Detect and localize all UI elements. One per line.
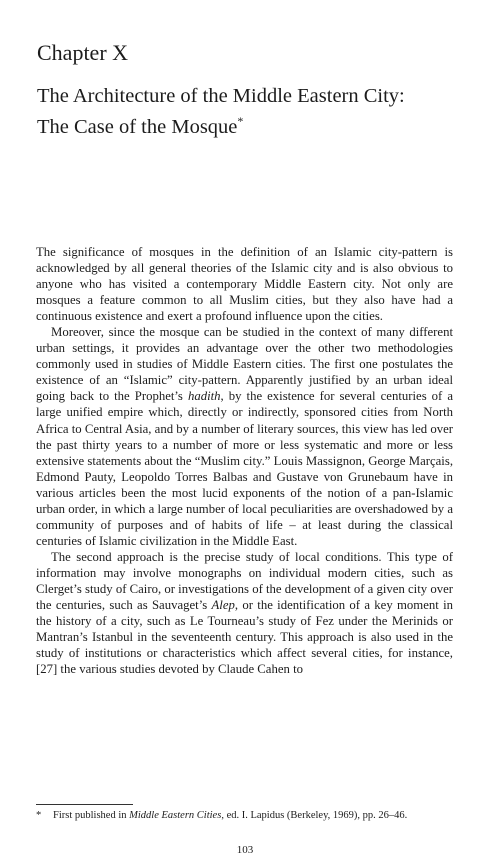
title-line-1: The Architecture of the Middle Eastern City: [37, 85, 405, 107]
paragraph [36, 244, 453, 324]
footnote-rule [36, 804, 133, 805]
title-footnote-mark: * [237, 114, 244, 128]
page-number: 103 [236, 844, 254, 856]
chapter-title [37, 84, 467, 140]
italic-term-hadith: hadith [187, 389, 221, 404]
footnote-book-title: Middle Eastern Cities [129, 810, 222, 821]
footnote-text: First published in [53, 810, 130, 821]
footnote-mark: * [36, 810, 42, 821]
paragraph-text: The second approach is the precise study of local conditions. This type of information may involve monographs on individual modern cities, such as Clerget’s study of Cairo, or investigations of the development of a given city over the centuries, such as Sauvaget’s [36, 549, 453, 613]
paragraph-text: , or the identification of a key moment in the history of a city, such as Le Tourneau’s study of Fez under the Merinids or Mantran’s Istanbul in the seventeenth century. This approach is also used in the study of institutions or characteristics which affect several cities, for instance, [27] the various studies devoted by Claude Cahen to [36, 598, 453, 677]
chapter-label: Chapter X [37, 40, 129, 65]
paragraph-text: The significance of mosques in the definition of an Islamic city-pattern is acknowledged by all general theories of the Islamic city and is also obvious to anyone who has visited a contemporary Middle Eastern city. Not only are mosques a feature common to all Muslim cities, but they also have had a continuous existence and exert a profound influence upon the cities. [36, 245, 453, 324]
paragraph-text: , by the existence for several centuries of a large unified empire which, directly or indirectly, sponsored cities from North Africa to Central Asia, and by a number of literary sources, this view has led over the past thirty years to a number of more or less systematic and more or less extensive statements about the “Muslim city.” Louis Massignon, George Marçais, Edmond Pauty, Leopoldo Torres Balbas and Gustave von Grunebaum have in various articles been the most lucid exponents of the notion of a pan-Islamic urban order, in which a large number of local peculiarities are overshadowed by a community of purposes and of habits of life – at least during the classical centuries of Islamic civilization in the Middle East. [36, 389, 453, 548]
paragraph [36, 549, 453, 677]
italic-title-alep: Alep [211, 598, 235, 613]
title-line-2: The Case of the Mosque [37, 115, 238, 138]
paragraph [36, 324, 453, 549]
footnote-text-rest: , ed. I. Lapidus (Berkeley, 1969), pp. 26–46. [221, 810, 408, 821]
paragraph-text: Moreover, since the mosque can be studied in the context of many different urban settings, it provides an advantage over the other two methodologies commonly used in studies of Middle Eastern cities. The first one postulates the existence of an “Islamic” city-pattern. Apparently justified by an urban ideal going back to the Prophet’s [36, 325, 453, 404]
footnote [36, 810, 407, 821]
body-text [36, 244, 453, 677]
